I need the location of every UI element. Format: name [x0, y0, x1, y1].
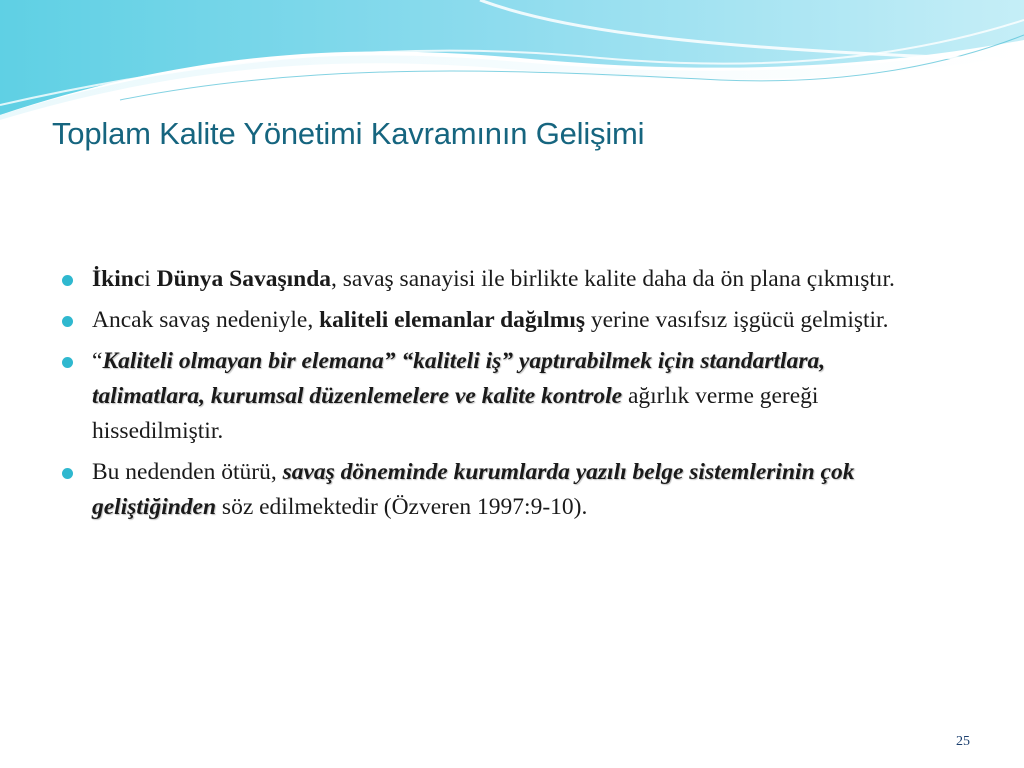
bullet-dot-icon	[62, 316, 73, 327]
bold-text: Dünya Savaşında	[156, 266, 332, 292]
bullet-item	[62, 303, 942, 338]
bullet-item	[62, 262, 942, 297]
bullet-item	[62, 344, 942, 449]
emphasis-text: Kaliteli olmayan bir elemana” “kaliteli iş” yaptırabilmek için standartlara, talimatlara, kurumsal düzenlemelere ve kalite kontrole	[92, 348, 826, 409]
bullet-list	[62, 262, 942, 531]
bullet-item	[62, 455, 942, 525]
bullet-dot-icon	[62, 275, 73, 286]
bold-text: kaliteli elemanlar dağılmış	[319, 307, 585, 333]
slide-title: Toplam Kalite Yönetimi Kavramının Gelişimi	[52, 116, 645, 151]
header-wave-decoration	[0, 0, 1024, 130]
bullet-dot-icon	[62, 468, 73, 479]
text-run: , savaş sanayisi ile birlikte kalite daha da ön plana çıkmıştır.	[331, 266, 895, 292]
text-run: Ancak savaş nedeniyle,	[92, 307, 320, 333]
text-run: söz edilmektedir (Özveren 1997:9-10).	[216, 494, 588, 520]
bold-text: İkinc	[92, 266, 145, 292]
bullet-dot-icon	[62, 357, 73, 368]
text-run: Bu nedenden ötürü,	[92, 459, 283, 485]
page-number: 25	[956, 734, 970, 749]
text-run: “	[92, 348, 103, 374]
emphasis-text: savaş döneminde kurumlarda yazılı belge sistemlerinin çok geliştiğinden	[92, 459, 855, 520]
text-run: ağırlık verme gereği hissedilmiştir.	[92, 383, 819, 444]
text-run: i	[144, 266, 157, 292]
text-run: yerine vasıfsız işgücü gelmiştir.	[584, 307, 889, 333]
